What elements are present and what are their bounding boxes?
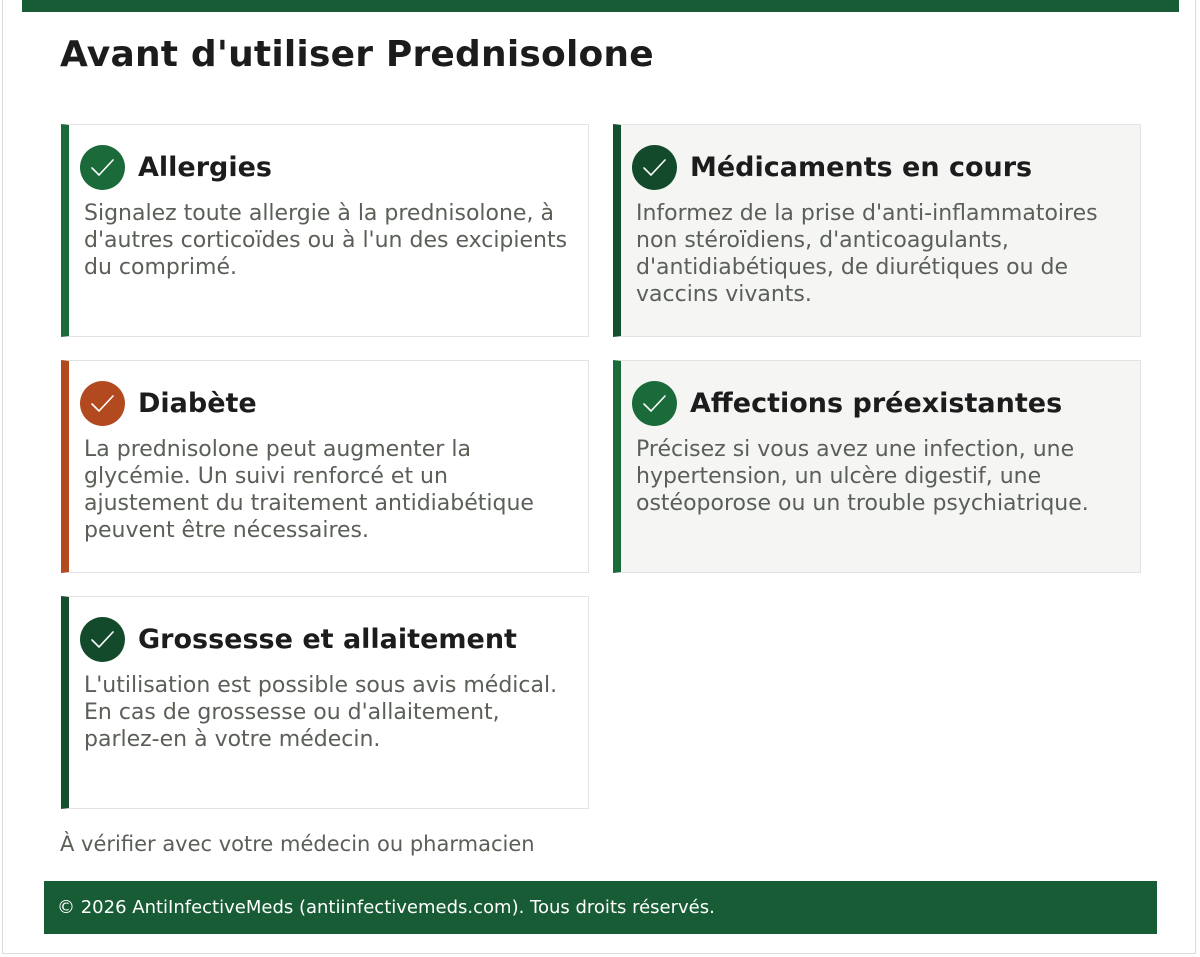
card-allergies	[61, 124, 589, 337]
check-icon	[80, 617, 125, 662]
check-icon	[632, 381, 677, 426]
top-accent-bar	[22, 0, 1179, 12]
card-title: Grossesse et allaitement	[138, 624, 517, 655]
card-text: Signalez toute allergie à la prednisolone, à d'autres corticoïdes ou à l'un des excipients du comprimé.	[84, 201, 568, 280]
card-preexisting-conditions	[613, 360, 1141, 573]
card-diabetes	[61, 360, 589, 573]
card-title: Allergies	[138, 152, 272, 183]
card-title: Affections préexistantes	[690, 388, 1063, 419]
page-title: Avant d'utiliser Prednisolone	[60, 34, 654, 75]
card-text: Informez de la prise d'anti-inflammatoires non stéroïdiens, d'anticoagulants, d'antidiabétiques, de diurétiques ou de vaccins vivants.	[636, 201, 1098, 307]
card-text: La prednisolone peut augmenter la glycémie. Un suivi renforcé et un ajustement du traitement antidiabétique peuvent être nécessaires.	[84, 437, 534, 543]
card-title: Médicaments en cours	[690, 152, 1033, 183]
card-current-medications	[613, 124, 1141, 337]
check-icon	[80, 145, 125, 190]
card-text: L'utilisation est possible sous avis médical. En cas de grossesse ou d'allaitement, parlez-en à votre médecin.	[84, 673, 558, 752]
card-pregnancy-breastfeeding	[61, 596, 589, 809]
check-icon	[632, 145, 677, 190]
footer	[44, 881, 1157, 934]
card-title: Diabète	[138, 388, 257, 419]
card-text: Précisez si vous avez une infection, une hypertension, un ulcère digestif, une ostéoporose ou un trouble psychiatrique.	[636, 437, 1089, 516]
check-icon	[80, 381, 125, 426]
copyright-text: © 2026 AntiInfectiveMeds (antiinfectivemeds.com). Tous droits réservés.	[57, 897, 715, 918]
verification-note: À vérifier avec votre médecin ou pharmacien	[60, 832, 535, 856]
